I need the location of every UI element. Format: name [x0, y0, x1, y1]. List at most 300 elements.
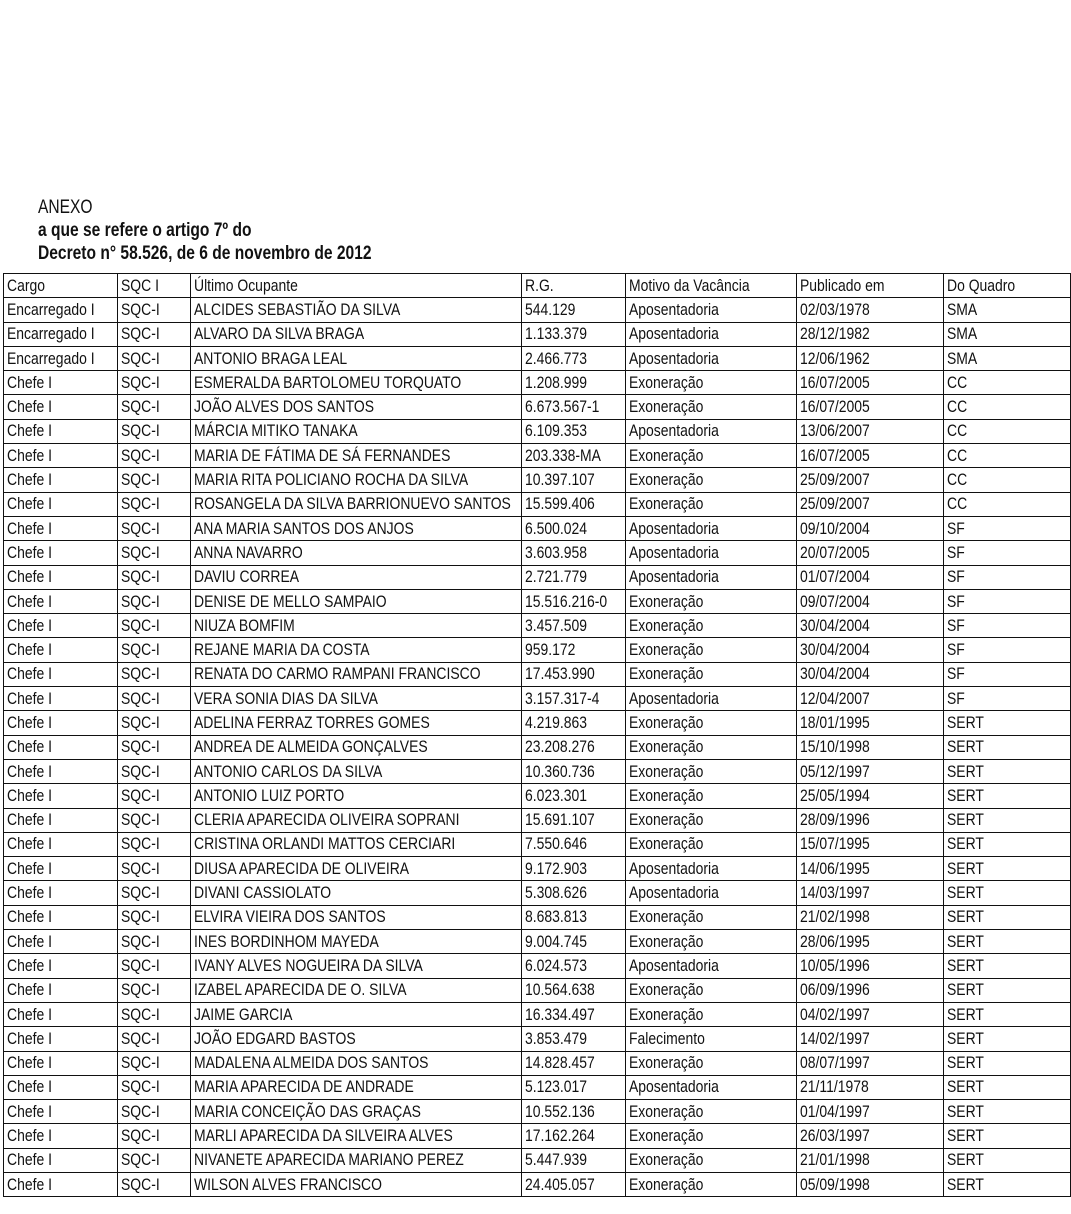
cell-rg	[522, 565, 626, 589]
cell-text: Exoneração	[629, 761, 704, 781]
cell-sqc	[118, 1124, 191, 1148]
cell-do-quadro	[944, 419, 1071, 443]
cell-text: SQC-I	[121, 785, 160, 805]
cell-text: 10.360.736	[525, 761, 595, 781]
cell-rg	[522, 711, 626, 735]
cell-text: 6.024.573	[525, 955, 588, 975]
cell-text: 6.109.353	[525, 421, 588, 441]
cell-text: Exoneração	[629, 494, 704, 514]
cell-sqc	[118, 1100, 191, 1124]
cell-ultimo-ocupante	[191, 565, 522, 589]
cell-motivo-vacancia	[626, 857, 797, 881]
cell-text: ALVARO DA SILVA BRAGA	[194, 324, 365, 344]
column-header-ultimo-ocupante	[191, 274, 522, 298]
cell-text: SERT	[947, 810, 984, 830]
cell-cargo	[4, 395, 118, 419]
cell-text: SF	[947, 615, 965, 635]
cell-cargo	[4, 614, 118, 638]
cell-ultimo-ocupante	[191, 1100, 522, 1124]
cell-cargo	[4, 589, 118, 613]
cell-do-quadro	[944, 322, 1071, 346]
cell-text: SQC-I	[121, 494, 160, 514]
cell-text: ANTONIO CARLOS DA SILVA	[194, 761, 383, 781]
cell-publicado-em	[797, 1100, 944, 1124]
cell-cargo	[4, 784, 118, 808]
cell-text: 21/11/1978	[800, 1077, 869, 1097]
cell-motivo-vacancia	[626, 298, 797, 322]
cell-text: SQC-I	[121, 445, 160, 465]
table-row	[4, 1002, 1071, 1026]
cell-do-quadro	[944, 638, 1071, 662]
column-header-label: Do Quadro	[947, 275, 1016, 295]
cell-text: SQC-I	[121, 372, 160, 392]
cell-publicado-em	[797, 346, 944, 370]
table-row	[4, 614, 1071, 638]
cell-sqc	[118, 468, 191, 492]
cell-publicado-em	[797, 905, 944, 929]
cell-cargo	[4, 468, 118, 492]
cell-text: Falecimento	[629, 1028, 705, 1048]
cell-text: ESMERALDA BARTOLOMEU TORQUATO	[194, 372, 462, 392]
cell-text: 5.308.626	[525, 883, 588, 903]
cell-sqc	[118, 516, 191, 540]
cell-text: CC	[947, 445, 968, 465]
cell-rg	[522, 1027, 626, 1051]
cell-motivo-vacancia	[626, 1027, 797, 1051]
cell-text: SMA	[947, 299, 978, 319]
cell-text: 15.691.107	[525, 810, 595, 830]
cell-publicado-em	[797, 614, 944, 638]
cell-text: SERT	[947, 785, 984, 805]
cell-text: Exoneração	[629, 1101, 704, 1121]
cell-text: SERT	[947, 883, 984, 903]
cell-sqc	[118, 735, 191, 759]
table-row	[4, 565, 1071, 589]
cell-text: SQC-I	[121, 615, 160, 635]
cell-text: 30/04/2004	[800, 640, 870, 660]
cell-text: SERT	[947, 1174, 984, 1194]
cell-sqc	[118, 784, 191, 808]
cell-motivo-vacancia	[626, 468, 797, 492]
cell-motivo-vacancia	[626, 492, 797, 516]
cell-do-quadro	[944, 808, 1071, 832]
cell-text: 9.172.903	[525, 858, 588, 878]
cell-text: VERA SONIA DIAS DA SILVA	[194, 688, 378, 708]
table-row	[4, 541, 1071, 565]
cell-rg	[522, 905, 626, 929]
cell-cargo	[4, 492, 118, 516]
heading-title	[38, 196, 445, 219]
cell-motivo-vacancia	[626, 808, 797, 832]
cell-rg	[522, 468, 626, 492]
cell-text: 15/07/1995	[800, 834, 870, 854]
column-header-rg	[522, 274, 626, 298]
cell-do-quadro	[944, 492, 1071, 516]
cell-publicado-em	[797, 638, 944, 662]
table-row	[4, 711, 1071, 735]
table-row	[4, 589, 1071, 613]
cell-text: SQC-I	[121, 1174, 160, 1194]
cell-text: SQC-I	[121, 761, 160, 781]
cell-text: 21/01/1998	[800, 1150, 870, 1170]
cell-sqc	[118, 298, 191, 322]
cell-text: Chefe I	[7, 688, 52, 708]
cell-do-quadro	[944, 905, 1071, 929]
cell-text: Chefe I	[7, 494, 52, 514]
cell-text: 01/07/2004	[800, 567, 870, 587]
cell-do-quadro	[944, 711, 1071, 735]
cell-sqc	[118, 857, 191, 881]
cell-text: Exoneração	[629, 1126, 704, 1146]
cell-text: Exoneração	[629, 1004, 704, 1024]
cell-text: 10/05/1996	[800, 955, 870, 975]
cell-text: SQC-I	[121, 1150, 160, 1170]
cell-do-quadro	[944, 978, 1071, 1002]
cell-cargo	[4, 857, 118, 881]
cell-text: SQC-I	[121, 1004, 160, 1024]
cell-ultimo-ocupante	[191, 687, 522, 711]
cell-text: Chefe I	[7, 785, 52, 805]
cell-do-quadro	[944, 857, 1071, 881]
cell-text: SERT	[947, 931, 984, 951]
cell-motivo-vacancia	[626, 832, 797, 856]
cell-cargo	[4, 1148, 118, 1172]
cell-text: 7.550.646	[525, 834, 588, 854]
cell-text: SF	[947, 542, 965, 562]
cell-text: 4.219.863	[525, 712, 588, 732]
cell-text: Chefe I	[7, 445, 52, 465]
cell-publicado-em	[797, 1148, 944, 1172]
cell-text: SQC-I	[121, 955, 160, 975]
cell-text: ELVIRA VIEIRA DOS SANTOS	[194, 907, 386, 927]
cell-text: 6.500.024	[525, 518, 588, 538]
cell-cargo	[4, 444, 118, 468]
cell-ultimo-ocupante	[191, 808, 522, 832]
table-row	[4, 492, 1071, 516]
cell-publicado-em	[797, 1027, 944, 1051]
cell-rg	[522, 1148, 626, 1172]
cell-text: 14/02/1997	[800, 1028, 870, 1048]
cell-text: Chefe I	[7, 712, 52, 732]
cell-sqc	[118, 395, 191, 419]
cell-text: Chefe I	[7, 640, 52, 660]
cell-sqc	[118, 978, 191, 1002]
cell-text: Aposentadoria	[629, 518, 719, 538]
cell-text: 2.466.773	[525, 348, 588, 368]
cell-text: Exoneração	[629, 737, 704, 757]
cell-rg	[522, 784, 626, 808]
cell-text: SERT	[947, 737, 984, 757]
cell-text: 3.157.317-4	[525, 688, 600, 708]
cell-publicado-em	[797, 468, 944, 492]
cell-cargo	[4, 711, 118, 735]
heading-subtitle-text: a que se refere o artigo 7º do	[38, 220, 252, 241]
cell-text: 6.673.567-1	[525, 397, 600, 417]
cell-motivo-vacancia	[626, 881, 797, 905]
cell-sqc	[118, 492, 191, 516]
cell-text: SERT	[947, 980, 984, 1000]
table-row	[4, 857, 1071, 881]
cell-text: Chefe I	[7, 907, 52, 927]
cell-text: 17.453.990	[525, 664, 595, 684]
cell-motivo-vacancia	[626, 735, 797, 759]
cell-text: 05/09/1998	[800, 1174, 870, 1194]
cell-text: SERT	[947, 1150, 984, 1170]
cell-sqc	[118, 1148, 191, 1172]
cell-do-quadro	[944, 1100, 1071, 1124]
cell-text: Aposentadoria	[629, 348, 719, 368]
cell-text: 28/12/1982	[800, 324, 870, 344]
cell-text: 28/09/1996	[800, 810, 870, 830]
cell-cargo	[4, 881, 118, 905]
cell-text: ALCIDES SEBASTIÃO DA SILVA	[194, 299, 401, 319]
cell-text: SQC-I	[121, 1077, 160, 1097]
cell-cargo	[4, 954, 118, 978]
cell-text: ADELINA FERRAZ TORRES GOMES	[194, 712, 430, 732]
table-row	[4, 444, 1071, 468]
cell-publicado-em	[797, 857, 944, 881]
cell-text: 25/09/2007	[800, 494, 870, 514]
cell-text: 15.599.406	[525, 494, 595, 514]
cell-publicado-em	[797, 492, 944, 516]
cell-text: Aposentadoria	[629, 688, 719, 708]
cell-text: 08/07/1997	[800, 1053, 870, 1073]
cell-sqc	[118, 881, 191, 905]
cell-text: WILSON ALVES FRANCISCO	[194, 1174, 382, 1194]
cell-text: Chefe I	[7, 858, 52, 878]
table-row	[4, 954, 1071, 978]
cell-rg	[522, 1051, 626, 1075]
cell-rg	[522, 371, 626, 395]
heading-subtitle	[38, 219, 445, 242]
cell-publicado-em	[797, 808, 944, 832]
table-row	[4, 516, 1071, 540]
cell-ultimo-ocupante	[191, 1075, 522, 1099]
cell-rg	[522, 978, 626, 1002]
cell-text: Chefe I	[7, 397, 52, 417]
table-row	[4, 662, 1071, 686]
cell-motivo-vacancia	[626, 1172, 797, 1196]
cell-sqc	[118, 832, 191, 856]
cell-publicado-em	[797, 322, 944, 346]
cell-ultimo-ocupante	[191, 419, 522, 443]
cell-ultimo-ocupante	[191, 1027, 522, 1051]
cell-do-quadro	[944, 516, 1071, 540]
column-header-label: SQC I	[121, 275, 159, 295]
cell-motivo-vacancia	[626, 1148, 797, 1172]
cell-text: SQC-I	[121, 712, 160, 732]
cell-ultimo-ocupante	[191, 711, 522, 735]
table-row	[4, 1075, 1071, 1099]
cell-text: SQC-I	[121, 1053, 160, 1073]
cell-cargo	[4, 687, 118, 711]
cell-publicado-em	[797, 930, 944, 954]
cell-text: 20/07/2005	[800, 542, 870, 562]
cell-text: CC	[947, 397, 968, 417]
table-row	[4, 371, 1071, 395]
table-row	[4, 468, 1071, 492]
cell-text: SQC-I	[121, 640, 160, 660]
cell-ultimo-ocupante	[191, 444, 522, 468]
cell-do-quadro	[944, 954, 1071, 978]
cell-do-quadro	[944, 1075, 1071, 1099]
cell-text: Exoneração	[629, 785, 704, 805]
cell-publicado-em	[797, 1051, 944, 1075]
cell-do-quadro	[944, 687, 1071, 711]
cell-text: 23.208.276	[525, 737, 595, 757]
cell-text: SERT	[947, 761, 984, 781]
table-row	[4, 832, 1071, 856]
cell-sqc	[118, 371, 191, 395]
cell-text: 8.683.813	[525, 907, 588, 927]
cell-text: 16.334.497	[525, 1004, 595, 1024]
cell-motivo-vacancia	[626, 346, 797, 370]
cell-text: 13/06/2007	[800, 421, 870, 441]
cell-sqc	[118, 322, 191, 346]
cell-motivo-vacancia	[626, 662, 797, 686]
cell-cargo	[4, 1002, 118, 1026]
cell-publicado-em	[797, 371, 944, 395]
cell-publicado-em	[797, 541, 944, 565]
cell-motivo-vacancia	[626, 638, 797, 662]
cell-text: Chefe I	[7, 615, 52, 635]
cell-ultimo-ocupante	[191, 1002, 522, 1026]
cell-publicado-em	[797, 881, 944, 905]
cell-text: SQC-I	[121, 591, 160, 611]
table-row	[4, 1100, 1071, 1124]
cell-text: SQC-I	[121, 858, 160, 878]
cell-text: 10.397.107	[525, 470, 595, 490]
table-row	[4, 978, 1071, 1002]
table-row	[4, 419, 1071, 443]
column-header-publicado-em	[797, 274, 944, 298]
cell-ultimo-ocupante	[191, 905, 522, 929]
cell-text: MARLI APARECIDA DA SILVEIRA ALVES	[194, 1126, 453, 1146]
cell-text: 1.133.379	[525, 324, 588, 344]
cell-text: Exoneração	[629, 1150, 704, 1170]
cell-ultimo-ocupante	[191, 930, 522, 954]
cell-text: INES BORDINHOM MAYEDA	[194, 931, 379, 951]
cell-publicado-em	[797, 759, 944, 783]
cell-text: 21/02/1998	[800, 907, 870, 927]
cell-text: SQC-I	[121, 299, 160, 319]
cell-text: Exoneração	[629, 664, 704, 684]
cell-ultimo-ocupante	[191, 322, 522, 346]
cell-ultimo-ocupante	[191, 1051, 522, 1075]
cell-text: MARIA RITA POLICIANO ROCHA DA SILVA	[194, 470, 469, 490]
cell-rg	[522, 735, 626, 759]
cell-do-quadro	[944, 1172, 1071, 1196]
cell-do-quadro	[944, 1051, 1071, 1075]
cell-motivo-vacancia	[626, 322, 797, 346]
cell-motivo-vacancia	[626, 395, 797, 419]
cell-text: JAIME GARCIA	[194, 1004, 293, 1024]
cell-text: 16/07/2005	[800, 397, 870, 417]
cell-sqc	[118, 444, 191, 468]
cell-text: Aposentadoria	[629, 324, 719, 344]
cell-text: NIUZA BOMFIM	[194, 615, 295, 635]
table-row	[4, 687, 1071, 711]
cell-do-quadro	[944, 759, 1071, 783]
cell-text: SQC-I	[121, 348, 160, 368]
cell-rg	[522, 1002, 626, 1026]
cell-text: JOÃO ALVES DOS SANTOS	[194, 397, 374, 417]
cell-text: SERT	[947, 955, 984, 975]
cell-text: SF	[947, 591, 965, 611]
cell-text: MARIA APARECIDA DE ANDRADE	[194, 1077, 414, 1097]
cell-text: SQC-I	[121, 397, 160, 417]
cell-text: 28/06/1995	[800, 931, 870, 951]
cell-rg	[522, 808, 626, 832]
cell-publicado-em	[797, 784, 944, 808]
cell-text: Chefe I	[7, 737, 52, 757]
cell-cargo	[4, 1100, 118, 1124]
cell-rg	[522, 492, 626, 516]
cell-text: Chefe I	[7, 980, 52, 1000]
cell-text: ANDREA DE ALMEIDA GONÇALVES	[194, 737, 428, 757]
cell-text: Chefe I	[7, 664, 52, 684]
table-row	[4, 1124, 1071, 1148]
cell-text: SQC-I	[121, 518, 160, 538]
cell-motivo-vacancia	[626, 541, 797, 565]
cell-text: Encarregado I	[7, 324, 95, 344]
cell-text: SERT	[947, 834, 984, 854]
cell-rg	[522, 1172, 626, 1196]
cell-text: 959.172	[525, 640, 576, 660]
table-row	[4, 638, 1071, 662]
table-row	[4, 735, 1071, 759]
cell-do-quadro	[944, 614, 1071, 638]
cell-text: Exoneração	[629, 834, 704, 854]
cell-rg	[522, 298, 626, 322]
cell-ultimo-ocupante	[191, 589, 522, 613]
cell-text: Chefe I	[7, 421, 52, 441]
cell-cargo	[4, 322, 118, 346]
cell-text: 14.828.457	[525, 1053, 595, 1073]
cell-text: 30/04/2004	[800, 615, 870, 635]
cell-motivo-vacancia	[626, 978, 797, 1002]
column-header-label: R.G.	[525, 275, 554, 295]
cell-sqc	[118, 541, 191, 565]
cell-do-quadro	[944, 881, 1071, 905]
cell-text: Exoneração	[629, 712, 704, 732]
cell-do-quadro	[944, 468, 1071, 492]
cell-text: Aposentadoria	[629, 421, 719, 441]
cell-motivo-vacancia	[626, 589, 797, 613]
cell-text: 3.603.958	[525, 542, 588, 562]
cell-text: 25/05/1994	[800, 785, 870, 805]
cell-text: Exoneração	[629, 907, 704, 927]
cell-text: 26/03/1997	[800, 1126, 870, 1146]
cell-ultimo-ocupante	[191, 346, 522, 370]
cell-text: 10.552.136	[525, 1101, 595, 1121]
cell-text: SF	[947, 518, 965, 538]
vacancy-table	[3, 273, 1071, 1197]
cell-cargo	[4, 905, 118, 929]
cell-do-quadro	[944, 371, 1071, 395]
cell-text: Chefe I	[7, 1053, 52, 1073]
cell-do-quadro	[944, 589, 1071, 613]
cell-ultimo-ocupante	[191, 516, 522, 540]
cell-text: DIVANI CASSIOLATO	[194, 883, 332, 903]
cell-rg	[522, 322, 626, 346]
cell-rg	[522, 687, 626, 711]
cell-text: SQC-I	[121, 470, 160, 490]
table-row	[4, 395, 1071, 419]
cell-text: SERT	[947, 712, 984, 732]
cell-ultimo-ocupante	[191, 298, 522, 322]
cell-motivo-vacancia	[626, 1002, 797, 1026]
